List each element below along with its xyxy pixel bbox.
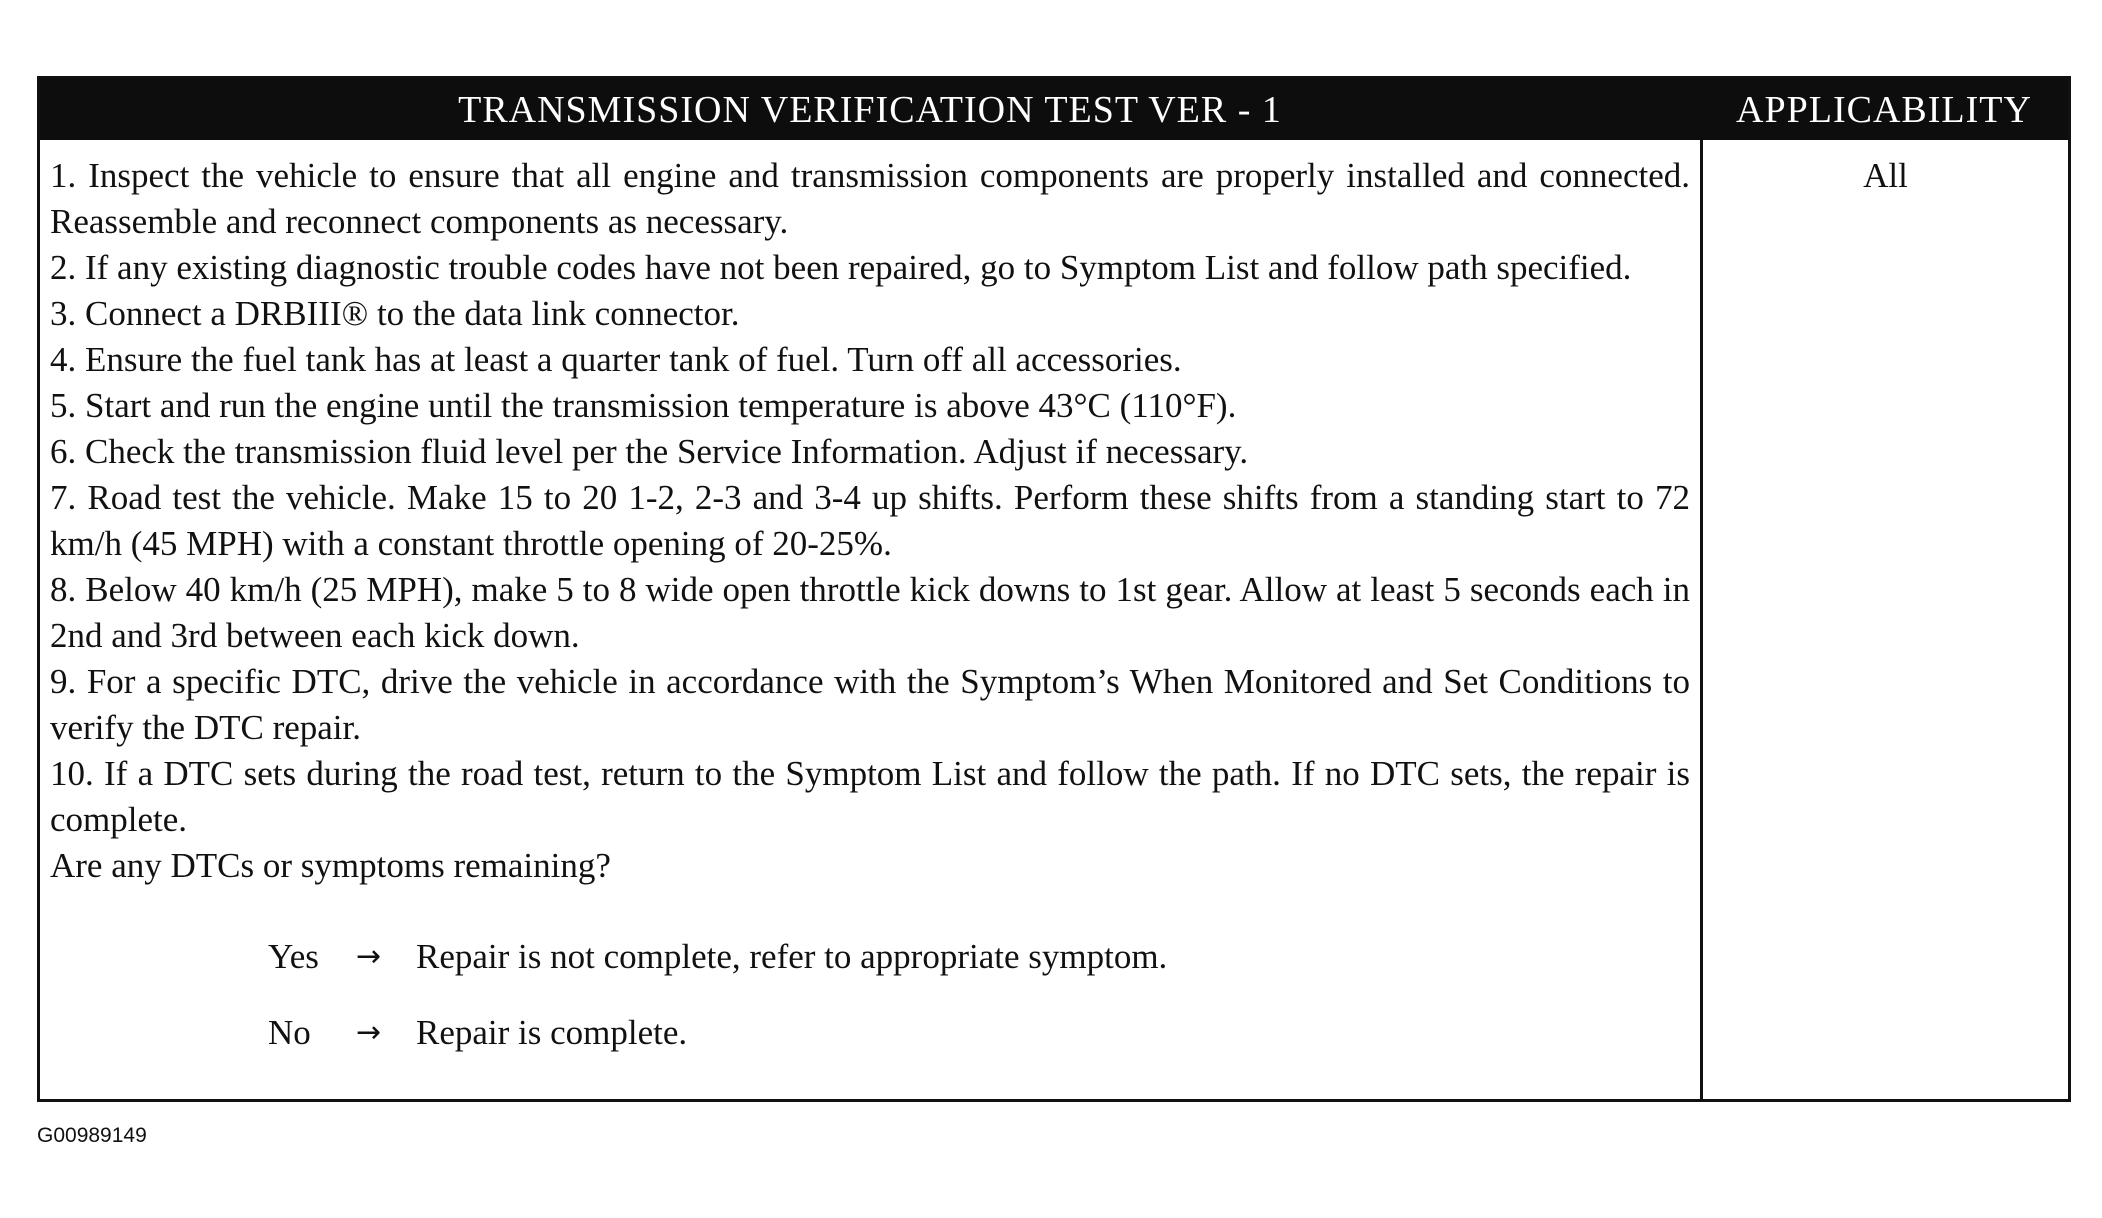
step-4: 4. Ensure the fuel tank has at least a quarter tank of fuel. Turn off all accessories.	[50, 340, 1182, 379]
right-arrow-icon: →	[356, 1015, 382, 1050]
step-6: 6. Check the transmission fluid level per the Service Information. Adjust if necessary.	[50, 432, 1249, 471]
step-7: 7. Road test the vehicle. Make 15 to 20 1-2, 2-3 and 3-4 up shifts. Perform these shifts from a standing start to 72 km/h (45 MPH) with a constant throttle opening of 20-25%.	[50, 478, 1690, 563]
answer-yes	[50, 919, 1690, 995]
table-header	[40, 79, 2068, 140]
test-procedure	[50, 153, 1690, 1071]
column-divider	[1700, 140, 1703, 1099]
answer-no-text: Repair is complete.	[416, 1013, 688, 1052]
answer-options	[50, 919, 1690, 1071]
answer-no-label: No	[268, 1013, 311, 1052]
step-3: 3. Connect a DRBIII® to the data link connector.	[50, 294, 740, 333]
answer-yes-label: Yes	[268, 937, 319, 976]
applicability-value: All	[1863, 156, 1908, 195]
step-1: 1. Inspect the vehicle to ensure that all engine and transmission components are properly installed and connected. Reassemble and reconnect components as necessary.	[50, 156, 1690, 241]
step-5: 5. Start and run the engine until the transmission temperature is above 43°C (110°F).	[50, 386, 1237, 425]
right-arrow-icon: →	[356, 939, 382, 974]
step-10: 10. If a DTC sets during the road test, return to the Symptom List and follow the path. If no DTC sets, the repair is complete.	[50, 754, 1690, 839]
step-2: 2. If any existing diagnostic trouble codes have not been repaired, go to Symptom List and follow path specified.	[50, 248, 1632, 287]
test-title: TRANSMISSION VERIFICATION TEST VER - 1	[458, 88, 1282, 131]
figure-id: G00989149	[37, 1124, 147, 1147]
step-9: 9. For a specific DTC, drive the vehicle in accordance with the Symptom’s When Monitored and Set Conditions to verify the DTC repair.	[50, 662, 1690, 747]
remaining-question: Are any DTCs or symptoms remaining?	[50, 846, 611, 885]
answer-yes-text: Repair is not complete, refer to appropriate symptom.	[416, 937, 1168, 976]
answer-no	[50, 995, 1690, 1071]
applicability-header: APPLICABILITY	[1736, 88, 2032, 131]
step-8: 8. Below 40 km/h (25 MPH), make 5 to 8 wide open throttle kick downs to 1st gear. Allow at least 5 seconds each in 2nd and 3rd between each kick down.	[50, 570, 1690, 655]
verification-test-table	[37, 76, 2071, 1102]
